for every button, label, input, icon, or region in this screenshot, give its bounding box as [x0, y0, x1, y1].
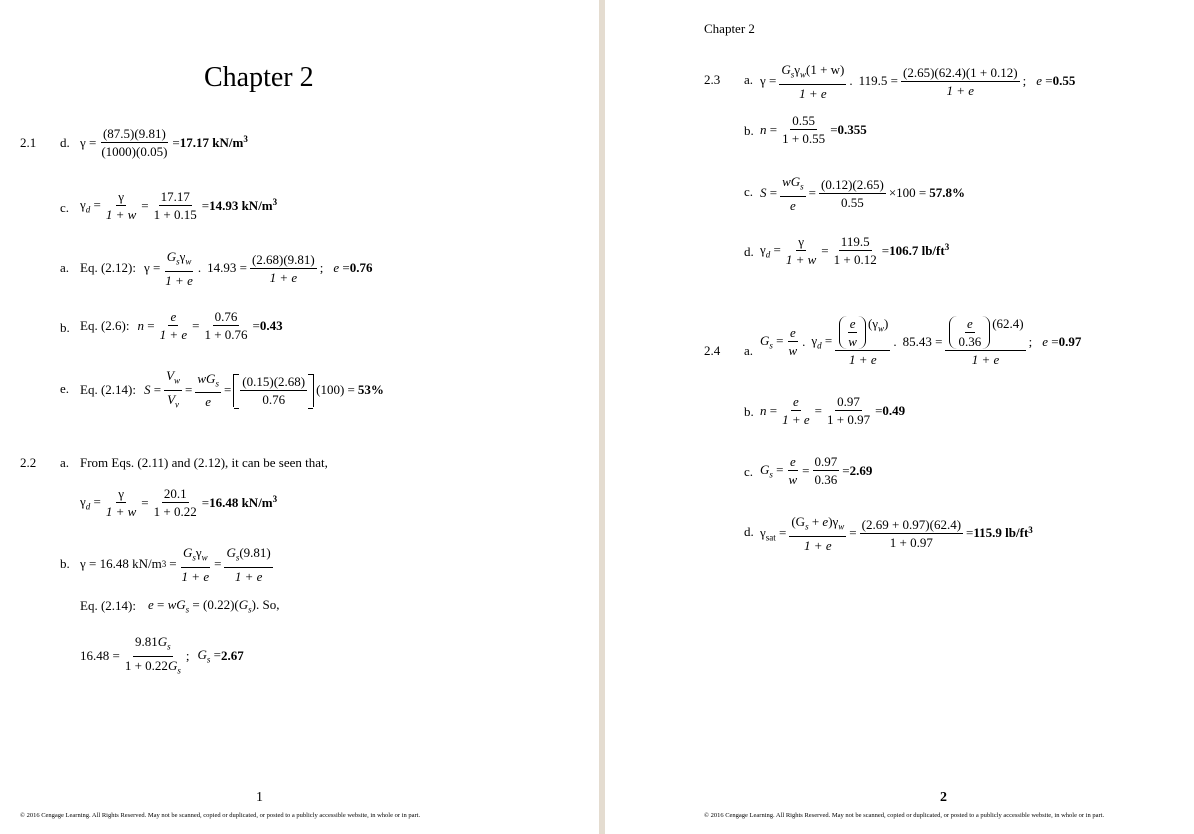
denominator: 1 + 0.22	[153, 504, 197, 519]
result: 57.8%	[929, 185, 966, 201]
chapter-title: Chapter 2	[204, 62, 314, 93]
equation-2-4-b: n = $\frac{e}{1 + e}$ = $\frac{0.97}{1 + 0.97}$ = 0.49	[760, 394, 906, 427]
page-number: 1	[256, 790, 263, 805]
numerator: (1 + w)	[806, 62, 845, 77]
denominator: 1 + 0.15	[153, 207, 197, 222]
numerator: 119.5	[840, 234, 870, 249]
numerator: 9.81	[135, 634, 158, 649]
result: 106.7 lb/ft	[889, 242, 945, 258]
result: 0.43	[259, 317, 283, 333]
denominator: 1 + e	[799, 85, 827, 101]
part-label: b.	[744, 404, 754, 419]
equation-ref: Eq. (2.14):	[80, 382, 136, 398]
denominator: 1 + 0.97	[826, 412, 871, 427]
page-number: 2	[940, 790, 947, 805]
part-label: e.	[60, 381, 70, 396]
numerator: 17.17	[160, 189, 190, 204]
result: 115.9 lb/ft	[973, 525, 1029, 541]
text: ). So,	[251, 597, 280, 612]
denominator: 1 + e	[804, 537, 832, 553]
denominator: 1 + e	[849, 352, 877, 367]
equation-2-1-b: Eq. (2.6): n = $\frac{e}{1 + e}$ = $\frac{0.76}{1 + 0.76}$ = 0.43	[80, 309, 283, 342]
denominator: 1 + e	[971, 352, 1000, 367]
result: 0.55	[1052, 73, 1076, 89]
result: 16.48 kN/m	[209, 494, 273, 510]
expression: = (0.22)(	[192, 597, 239, 612]
equation-2-3-d: $\gamma_d$ = $\frac{\gamma}{1 + w}$ = $\frac{119.5}{1 + 0.12}$ = 106.7 lb/ft $^3$	[760, 234, 950, 267]
page-2	[605, 0, 1194, 834]
numerator: (0.15)(2.68)	[242, 373, 306, 389]
numerator: 0.76	[214, 309, 238, 324]
denominator: 0.36	[958, 334, 982, 349]
result: 14.93 kN/m	[209, 197, 273, 213]
equation-2-4-d: $\gamma_{sat}$ = $\frac{(G_s + e)\gamma_w}{1 + e}$ = $\frac{(2.69 + 0.97)(62.4)}{1 + 0.97}$ = 115.9 lb/ft $^3$	[760, 514, 1033, 553]
denominator: 1 + e	[234, 568, 263, 584]
denominator: 0.76	[262, 391, 286, 407]
denominator: 1 + 0.12	[833, 252, 877, 267]
numerator: 0.55	[792, 113, 816, 128]
denominator: (1000)(0.05)	[101, 144, 168, 159]
equation-2-3-b: n = $\frac{0.55}{1 + 0.55}$ = 0.355	[760, 113, 867, 146]
problem-number-2-3: 2.3	[704, 72, 721, 87]
part-label: b.	[744, 123, 754, 138]
equation-2-2-b-solve: 16.48 = $\frac{9.81G_s}{1 + 0.22G_s}$ ; $G_s$ = 2.67	[80, 634, 244, 676]
denominator: 1 + e	[269, 269, 298, 285]
denominator: 1 + 0.55	[782, 131, 826, 146]
denominator: 1 + w	[105, 207, 137, 222]
numerator: (2.65)(62.4)(1 + 0.12)	[903, 64, 1018, 80]
part-label: c.	[744, 464, 754, 479]
equation-2-2-b: γ = 16.48 kN/m 3 = $\frac{G_s\gamma_w}{1 + e}$ = $\frac{G_s(9.81)}{1 + e}$	[80, 545, 271, 584]
equation-2-3-a: γ = $\frac{G_s\gamma_w(1 + w)}{1 + e}$ . 119.5 = $\frac{(2.65)(62.4)(1 + 0.12)}{1 + e}$ ; e = 0.55	[760, 62, 1076, 101]
copyright-notice: © 2016 Cengage Learning. All Rights Reserved. May not be scanned, copied or duplicated, or posted to a publicly accessible website, in whole or in part.	[704, 812, 1105, 819]
result: 0.49	[882, 402, 906, 418]
part-label: b.	[60, 320, 70, 335]
part-label: a.	[60, 260, 70, 275]
part-label: c.	[60, 200, 70, 215]
part-label: d.	[744, 244, 754, 259]
problem-number-2-2: 2.2	[20, 455, 37, 470]
denominator: 1 + 0.76	[204, 327, 248, 342]
equation-ref: Eq. (2.6):	[80, 317, 130, 333]
part-label: b.	[60, 556, 70, 571]
part-label: d.	[60, 135, 70, 150]
denominator: 0.55	[841, 194, 864, 210]
denominator: 1 + 0.22	[124, 657, 168, 673]
numerator: (G	[791, 514, 806, 529]
result: 53%	[357, 382, 384, 398]
equation-2-2-b-eq214: Eq. (2.14): $e = wG_s = (0.22)(G_s)$. So,	[80, 597, 280, 615]
numerator: (87.5)(9.81)	[102, 126, 166, 141]
result: 17.17 kN/m	[179, 134, 244, 150]
numerator: (62.4)	[992, 316, 1024, 331]
part-label: d.	[744, 524, 754, 539]
lhs: 119.5 =	[858, 73, 898, 89]
denominator: 0.36	[814, 472, 838, 487]
result: 2.67	[220, 648, 244, 664]
equation-ref: Eq. (2.12):	[80, 260, 136, 276]
numerator: (2.68)(9.81)	[251, 251, 315, 267]
numerator: 20.1	[163, 486, 187, 501]
numerator: (9.81)	[239, 545, 271, 560]
numerator: 0.97	[837, 394, 860, 409]
numerator: (0.12)(2.65)	[821, 176, 884, 192]
numerator: 0.97	[814, 454, 838, 469]
denominator: 1 + e	[946, 82, 975, 98]
lhs: 14.93 =	[207, 260, 247, 276]
equation-2-1-e: Eq. (2.14): S = $\frac{V_w}{V_v}$ = $\frac{wG_s}{e}$ = $\frac{(0.15)(2.68)}{0.76}$ (100) = 53%	[80, 368, 384, 410]
denominator: 1 + e	[782, 412, 810, 427]
equation-2-2-a: $\gamma_d$ = $\frac{\gamma}{1 + w}$ = $\frac{20.1}{1 + 0.22}$ = 16.48 kN/m $^3$	[80, 486, 278, 519]
copyright-notice: © 2016 Cengage Learning. All Rights Reserved. May not be scanned, copied or duplicated, or posted to a publicly accessible website, in whole or in part.	[20, 812, 421, 819]
denominator: 1 + w	[105, 504, 137, 519]
result: 0.355	[837, 121, 867, 137]
chapter-header: Chapter 2	[704, 21, 755, 36]
equation-2-1-a: Eq. (2.12): γ = $\frac{G_s\gamma_w}{1 + e}$ . 14.93 = $\frac{(2.68)(9.81)}{1 + e}$ ; e = 0.76	[80, 249, 373, 288]
equation-2-3-c: S = $\frac{wG_s}{e}$ = $\frac{(0.12)(2.65)}{0.55}$ ×100 = 57.8%	[760, 174, 966, 213]
lhs: 85.43 =	[902, 333, 943, 349]
part-label: a.	[60, 455, 70, 470]
denominator: 1 + w	[785, 252, 817, 267]
denominator: 1 + 0.97	[889, 534, 933, 550]
denominator: 1 + e	[181, 568, 210, 584]
lhs: 16.48 =	[80, 648, 120, 664]
part-label: a.	[744, 343, 754, 358]
tail: (100) =	[316, 382, 355, 398]
problem-number-2-4: 2.4	[704, 343, 721, 358]
equation-ref: Eq. (2.14):	[80, 597, 136, 613]
result: 2.69	[849, 462, 873, 478]
equation-2-1-d: γ = $\frac{(87.5)(9.81)}{(1000)(0.05)}$ = 17.17 kN/m $^3$	[80, 126, 248, 159]
equation-2-4-c: $G_s$ = $\frac{e}{w}$ = $\frac{0.97}{0.36}$ = 2.69	[760, 454, 873, 487]
denominator: 1 + e	[159, 327, 188, 342]
denominator: 1 + e	[165, 272, 193, 288]
problem-number-2-1: 2.1	[20, 135, 37, 150]
equation-2-1-c: $\gamma_d$ = $\frac{\gamma}{1 + w}$ = $\frac{17.17}{1 + 0.15}$ = 14.93 kN/m $^3$	[80, 189, 278, 222]
lhs: γ = 16.48 kN/m	[80, 556, 162, 572]
part-label: c.	[744, 184, 754, 199]
tail: ×100 =	[888, 185, 927, 201]
result: 0.97	[1058, 333, 1082, 349]
part-label: a.	[744, 72, 754, 87]
text-line: From Eqs. (2.11) and (2.12), it can be seen that,	[80, 455, 328, 470]
result: 0.76	[349, 260, 373, 276]
equation-2-4-a: $G_s$ = $\frac{e}{w}$ . $\gamma_d$ = $\frac{e}{w}$ $(\gamma_w)$ 1 + e . 85.43 = $\frac{e}{0.36}$ (62.4) 1 + e ; e = 0.97	[760, 316, 1082, 367]
numerator: (2.69 + 0.97)(62.4)	[861, 516, 962, 532]
